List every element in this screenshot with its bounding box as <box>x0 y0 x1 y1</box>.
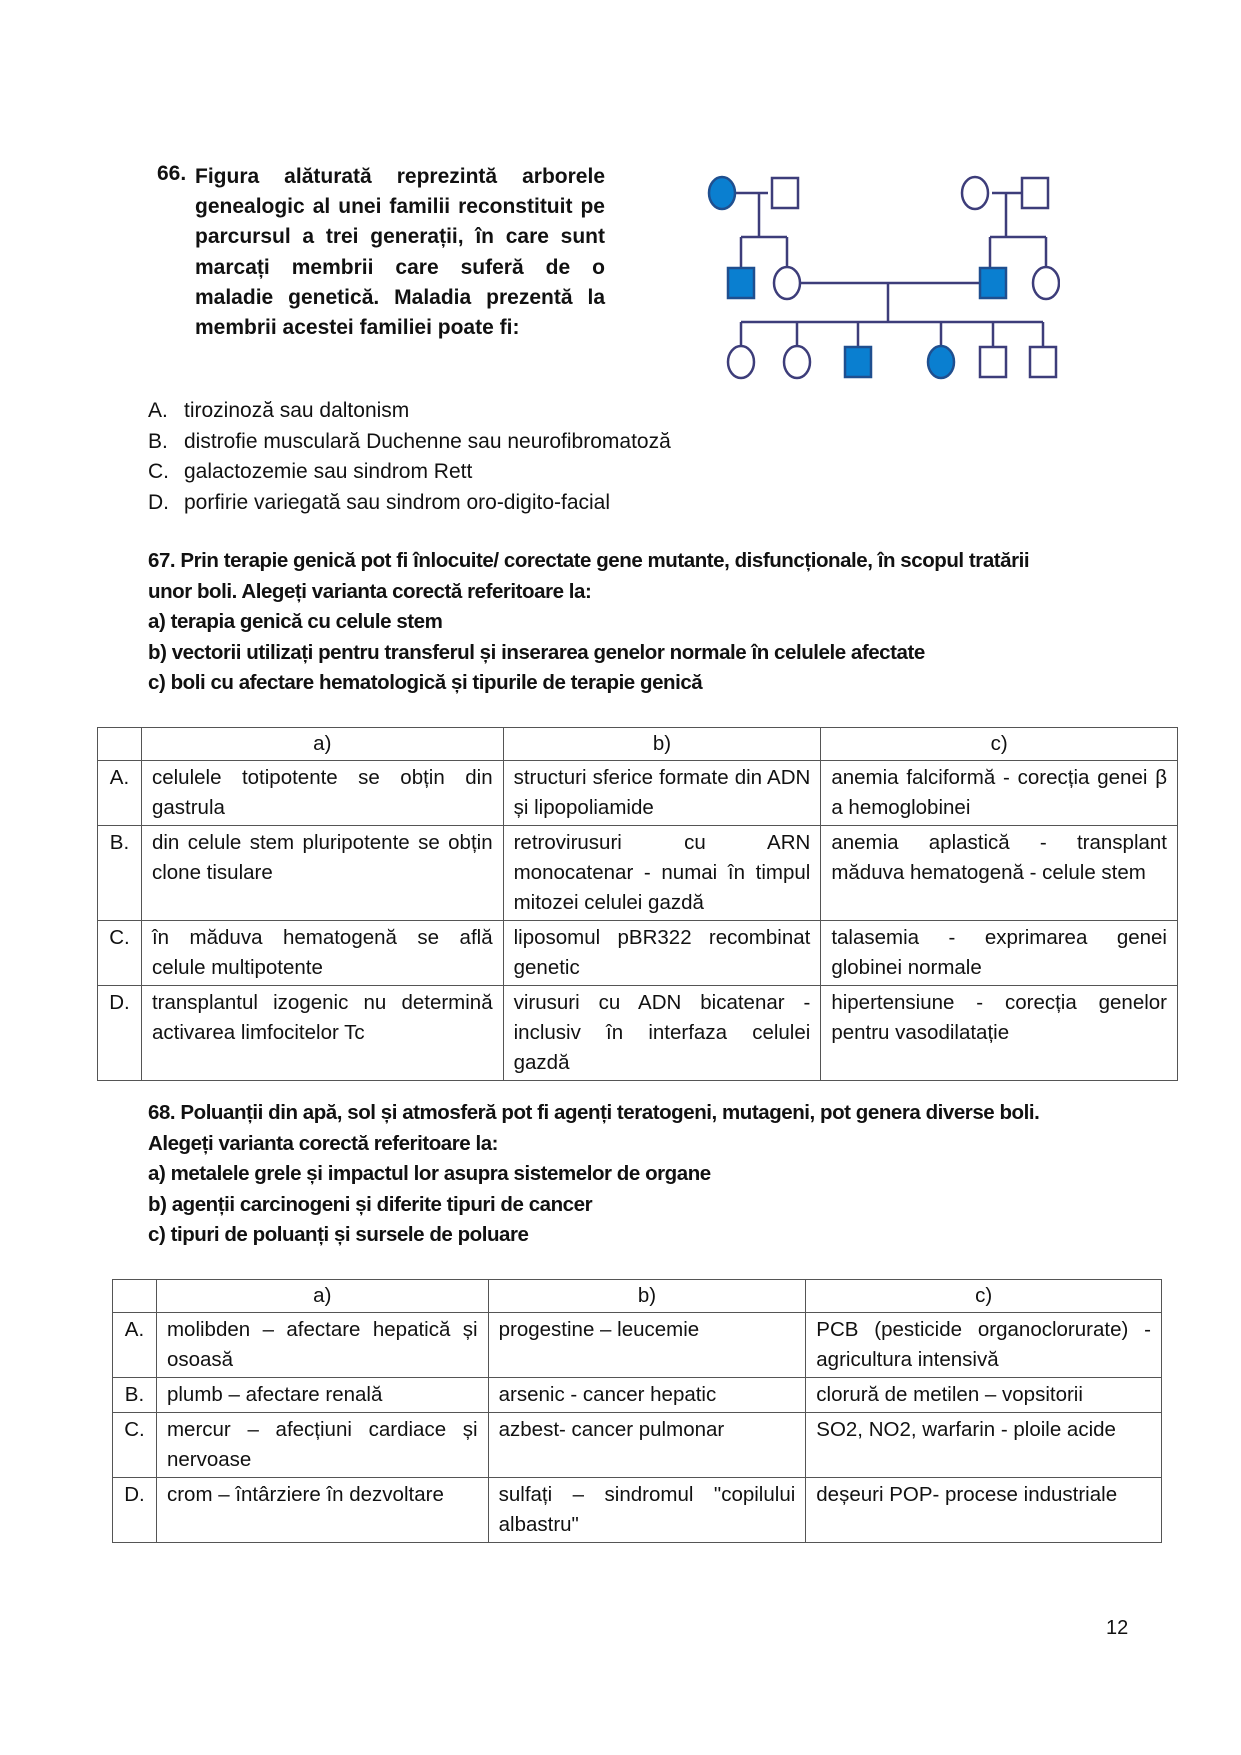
table-cell: molibden – afectare hepatică și osoasă <box>156 1313 488 1378</box>
table-cell: progestine – leucemie <box>488 1313 806 1378</box>
pedigree-unaffected-male <box>1022 178 1048 208</box>
table-header-cell: a) <box>156 1280 488 1313</box>
option-text: tirozinoză sau daltonism <box>184 399 410 422</box>
question-67-line: unor boli. Alegeți varianta corectă referitoare la: <box>148 579 592 603</box>
question-68-line: 68. Poluanții din apă, sol și atmosferă pot fi agenți teratogeni, mutageni, pot genera diverse boli. <box>148 1101 1040 1124</box>
question-67-table <box>97 727 1178 1081</box>
row-label: C. <box>113 1413 157 1478</box>
page-number: 12 <box>1106 1617 1129 1639</box>
pedigree-unaffected-female <box>774 267 800 299</box>
question-67-line: b) vectorii utilizați pentru transferul și inserarea genelor normale în celulele afectate <box>148 640 925 664</box>
table-cell: virusuri cu ADN bicatenar - inclusiv în interfaza celulei gazdă <box>503 986 821 1081</box>
table-header-cell: b) <box>488 1280 806 1313</box>
pedigree-affected-female <box>709 177 735 209</box>
row-label: B. <box>113 1378 157 1413</box>
table-cell: anemia falciformă - corecția genei β a hemoglobinei <box>821 761 1178 826</box>
table-header-cell <box>113 1280 157 1313</box>
table-header-row <box>98 728 1178 761</box>
row-label: C. <box>98 921 142 986</box>
table-header-cell: c) <box>821 728 1178 761</box>
table-cell: din celule stem pluripotente se obțin clone tisulare <box>141 826 503 921</box>
table-cell: arsenic - cancer hepatic <box>488 1378 806 1413</box>
table-row[interactable] <box>113 1378 1162 1413</box>
pedigree-unaffected-female <box>1033 267 1059 299</box>
table-row[interactable] <box>98 921 1178 986</box>
pedigree-affected-male <box>845 347 871 377</box>
table-cell: azbest- cancer pulmonar <box>488 1413 806 1478</box>
table-cell: retrovirusuri cu ARN monocatenar - numai în timpul mitozei celulei gazdă <box>503 826 821 921</box>
table-row[interactable] <box>98 761 1178 826</box>
option-letter: D. <box>148 490 169 514</box>
question-66-line: maladie genetică. Maladia prezentă la <box>195 285 605 309</box>
option-letter: A. <box>148 399 168 422</box>
table-header-cell: b) <box>503 728 821 761</box>
option-d[interactable] <box>148 488 671 519</box>
table-header-cell <box>98 728 142 761</box>
question-68-line: c) tipuri de poluanți și sursele de poluare <box>148 1223 529 1246</box>
option-letter: B. <box>148 429 168 453</box>
table-cell: talasemia - exprimarea genei globinei normale <box>821 921 1178 986</box>
question-66-line: parcursul a trei generații, în care sunt <box>195 225 605 249</box>
table-row[interactable] <box>98 986 1178 1081</box>
question-68-table <box>112 1279 1162 1543</box>
table-row[interactable] <box>113 1413 1162 1478</box>
table-cell: în măduva hematogenă se află celule multipotente <box>141 921 503 986</box>
pedigree-unaffected-female <box>784 346 810 378</box>
pedigree-unaffected-male <box>1030 347 1056 377</box>
row-label: A. <box>113 1313 157 1378</box>
question-66-text <box>195 162 605 343</box>
question-66-options <box>148 396 671 518</box>
question-66-line: membrii acestei familiei poate fi: <box>195 316 520 340</box>
table-cell: crom – întârziere în dezvoltare <box>156 1478 488 1543</box>
row-label: B. <box>98 826 142 921</box>
table-cell: structuri sferice formate din ADN și lipopoliamide <box>503 761 821 826</box>
option-b[interactable] <box>148 427 671 458</box>
table-header-cell: a) <box>141 728 503 761</box>
table-row[interactable] <box>113 1313 1162 1378</box>
question-66-number: 66. <box>157 162 187 185</box>
question-68-text <box>148 1098 1148 1251</box>
option-letter: C. <box>148 460 169 483</box>
row-label: D. <box>113 1478 157 1543</box>
option-c[interactable] <box>148 457 671 488</box>
row-label: A. <box>98 761 142 826</box>
table-cell: PCB (pesticide organoclorurate) - agricultura intensivă <box>806 1313 1162 1378</box>
pedigree-unaffected-female <box>962 177 988 209</box>
table-cell: liposomul pBR322 recombinat genetic <box>503 921 821 986</box>
pedigree-affected-male <box>980 268 1006 298</box>
question-67-line: a) terapia genică cu celule stem <box>148 610 443 633</box>
question-66-line: marcați membrii care suferă de o <box>195 255 605 279</box>
table-header-row <box>113 1280 1162 1313</box>
option-text: porfirie variegată sau sindrom oro-digito-facial <box>184 490 611 514</box>
pedigree-unaffected-male <box>980 347 1006 377</box>
table-row[interactable] <box>113 1478 1162 1543</box>
table-cell: anemia aplastică - transplant măduva hematogenă - celule stem <box>821 826 1178 921</box>
table-cell: celulele totipotente se obțin din gastrula <box>141 761 503 826</box>
question-68-line: Alegeți varianta corectă referitoare la: <box>148 1131 499 1155</box>
question-67-line: c) boli cu afectare hematologică și tipurile de terapie genică <box>148 671 703 694</box>
option-text: galactozemie sau sindrom Rett <box>184 460 473 483</box>
table-header-cell: c) <box>806 1280 1162 1313</box>
pedigree-affected-female <box>928 346 954 378</box>
question-68-line: a) metalele grele și impactul lor asupra sistemelor de organe <box>148 1162 711 1185</box>
option-a[interactable] <box>148 396 671 427</box>
question-66-line: Figura alăturată reprezintă arborele <box>195 165 605 188</box>
table-cell: mercur – afecțiuni cardiace și nervoase <box>156 1413 488 1478</box>
question-67-text <box>148 546 1148 699</box>
table-cell: deșeuri POP- procese industriale <box>806 1478 1162 1543</box>
pedigree-chart <box>690 160 1060 390</box>
question-68-line: b) agenții carcinogeni și diferite tipuri de cancer <box>148 1192 593 1216</box>
table-cell: hipertensiune - corecția genelor pentru vasodilatație <box>821 986 1178 1081</box>
table-cell: clorură de metilen – vopsitorii <box>806 1378 1162 1413</box>
question-66-line: genealogic al unei familii reconstituit pe <box>195 195 605 219</box>
pedigree-unaffected-female <box>728 346 754 378</box>
table-cell: sulfați – sindromul "copilului albastru" <box>488 1478 806 1543</box>
pedigree-unaffected-male <box>772 178 798 208</box>
question-67-line: 67. Prin terapie genică pot fi înlocuite/ corectate gene mutante, disfuncționale, în scopul tratării <box>148 549 1030 572</box>
table-cell: SO2, NO2, warfarin - ploile acide <box>806 1413 1162 1478</box>
pedigree-affected-male <box>728 268 754 298</box>
option-text: distrofie musculară Duchenne sau neurofibromatoză <box>184 429 671 453</box>
table-cell: plumb – afectare renală <box>156 1378 488 1413</box>
table-cell: transplantul izogenic nu determină activarea limfocitelor Tc <box>141 986 503 1081</box>
row-label: D. <box>98 986 142 1081</box>
table-row[interactable] <box>98 826 1178 921</box>
